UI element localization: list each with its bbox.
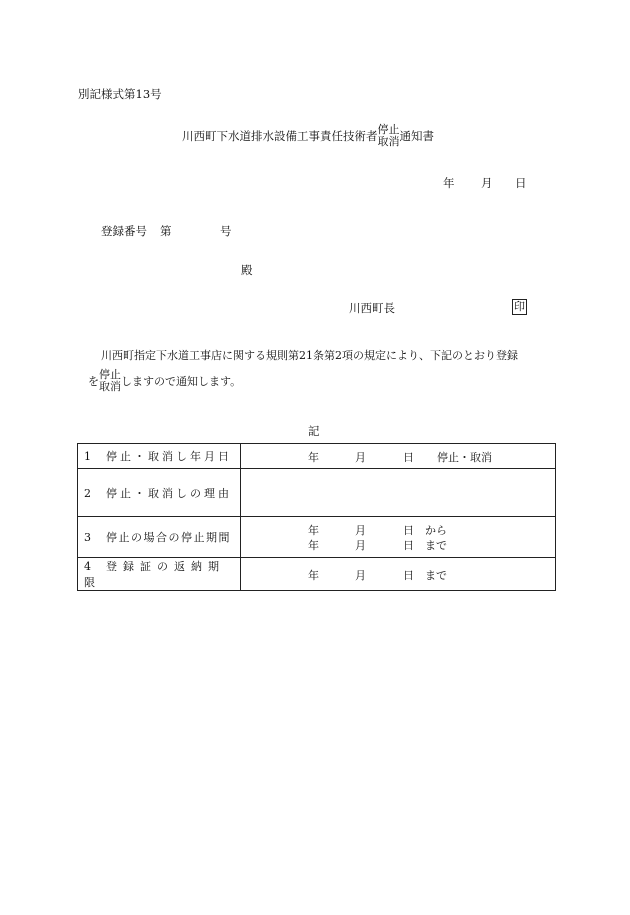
body-option-stop: 停止	[99, 368, 121, 381]
value-year: 年	[308, 539, 319, 552]
table-row	[78, 444, 556, 469]
row-label: 登録証の返納期限	[84, 560, 225, 589]
title-option-stop: 停止	[377, 123, 400, 136]
document-title	[182, 124, 434, 148]
value-year: 年	[308, 451, 319, 464]
value-day: 日	[403, 451, 414, 464]
value-month: 月	[355, 539, 366, 552]
seal-mark	[512, 299, 527, 315]
body-line2-prefix: を	[88, 375, 99, 388]
addressee-suffix: 殿	[241, 263, 253, 277]
row-1-value-cell	[241, 444, 556, 469]
date-day-label: 日	[515, 176, 527, 190]
row-3-value-cell	[241, 517, 556, 558]
row-4-value-cell	[241, 558, 556, 591]
value-extra: から	[425, 524, 447, 537]
row-2-value-cell	[241, 469, 556, 517]
value-day: 日	[403, 524, 414, 537]
row-number: 3	[84, 531, 91, 544]
registration-suffix: 号	[220, 224, 232, 238]
body-options	[99, 369, 121, 393]
ki-heading: 記	[308, 424, 320, 438]
value-day: 日	[403, 569, 414, 582]
row-3-label-cell	[78, 517, 241, 558]
value-extra: 停止・取消	[437, 451, 492, 464]
issuer-name: 川西町長	[349, 301, 395, 315]
value-month: 月	[355, 524, 366, 537]
title-options	[378, 124, 400, 148]
form-number: 別記様式第13号	[78, 87, 162, 101]
title-main: 川西町下水道排水設備工事責任技術者	[182, 129, 378, 143]
body-line2-suffix: しますので通知します。	[121, 375, 242, 388]
registration-prefix: 第	[160, 224, 172, 238]
value-extra: まで	[425, 569, 447, 582]
row-1-label-cell	[78, 444, 241, 469]
value-month: 月	[355, 451, 366, 464]
value-year: 年	[308, 569, 319, 582]
table-row	[78, 558, 556, 591]
body-option-cancel: 取消	[99, 380, 121, 393]
table-row	[78, 469, 556, 517]
value-extra: まで	[425, 539, 447, 552]
row-label: 停止・取消し年月日	[106, 450, 232, 463]
row-2-label-cell	[78, 469, 241, 517]
details-table	[77, 443, 556, 591]
body-line-2	[88, 369, 241, 393]
row-number: 4	[84, 560, 91, 573]
date-month-label: 月	[481, 176, 493, 190]
row-4-label-cell	[78, 558, 241, 591]
value-day: 日	[403, 539, 414, 552]
seal-text: 印	[514, 300, 525, 313]
registration-label: 登録番号	[101, 224, 147, 238]
row-label: 停止の場合の停止期間	[106, 531, 231, 544]
date-year-label: 年	[443, 176, 455, 190]
title-suffix: 通知書	[399, 129, 434, 143]
row-number: 2	[84, 486, 91, 500]
body-line-1: 川西町指定下水道工事店に関する規則第21条第2項の規定により、下記のとおり登録	[101, 349, 518, 362]
row-number: 1	[84, 450, 91, 463]
table-row	[78, 517, 556, 558]
title-option-cancel: 取消	[377, 135, 400, 148]
value-year: 年	[308, 524, 319, 537]
value-month: 月	[355, 569, 366, 582]
row-label: 停止・取消しの理由	[106, 486, 232, 500]
